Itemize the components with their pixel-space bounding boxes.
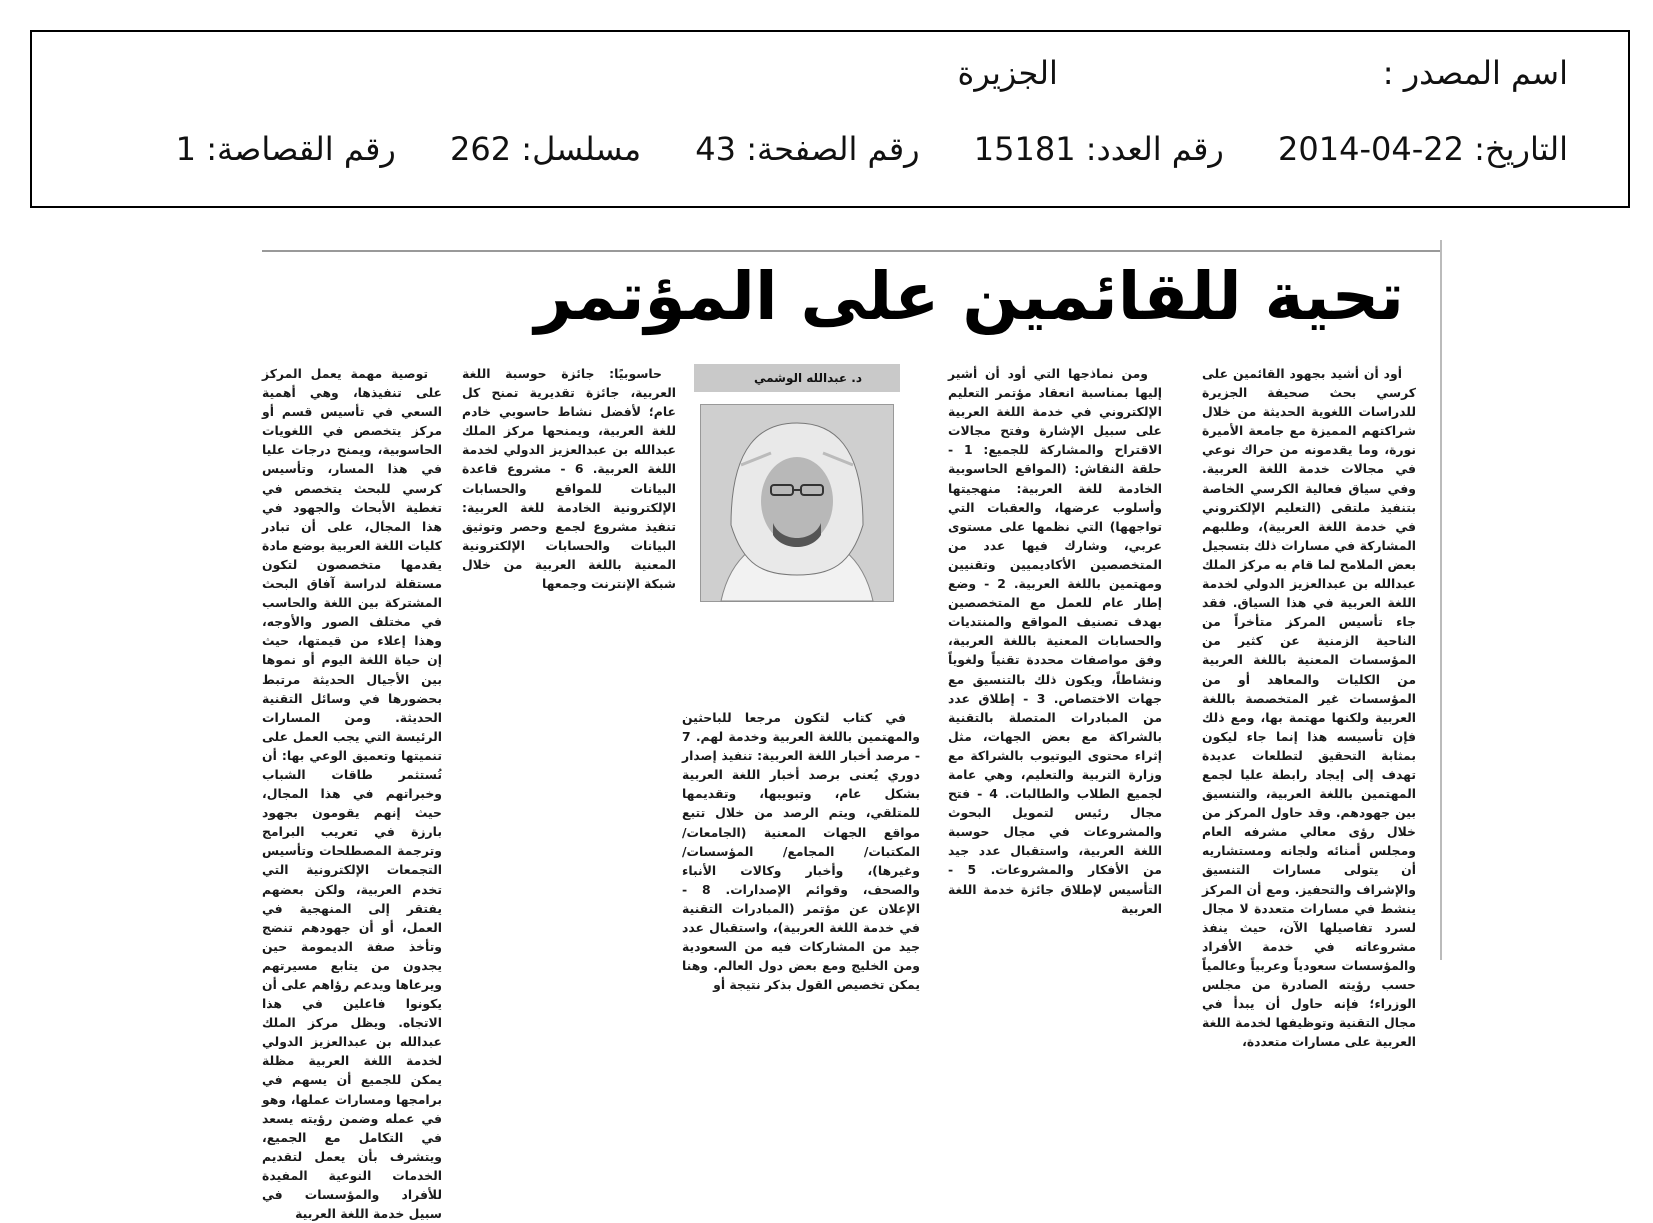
serial-label: مسلسل: bbox=[521, 130, 642, 168]
source-row bbox=[958, 54, 1568, 92]
date-field bbox=[1278, 130, 1568, 168]
column-1-text: أود أن أشيد بجهود القائمين على كرسي بحث صحيفة الجزيرة للدراسات اللغوية الحديثة من خلال شراكتهم المميزة مع جامعة الأميرة نورة، وما يقدمونه من حراك نوعي في مجالات خدمة اللغة العربية. وفي سياق فعالية الكرسي الخاصة بتنفيذ ملتقى (التعليم الإلكتروني في خدمة اللغة العربية)، وطلبهم المشاركة في مسارات ذلك بتسجيل بعض الملامح لما قام به مركز الملك عبدالله بن عبدالعزيز الدولي لخدمة اللغة العربية في هذا السياق. فقد جاء تأسيس المركز متأخراً من الناحية الزمنية عن كثير من المؤسسات المعنية باللغة العربية من الكليات والمعاهد أو من المؤسسات غير المتخصصة باللغة العربية ولكنها مهتمة بها، ومع ذلك فإن تأسيسه هذا إنما جاء ليكون بمثابة التحقيق لتطلعات عديدة تهدف إلى إيجاد رابطة عليا لجمع المهتمين باللغة العربية، والتنسيق بين جهودهم. وقد حاول المركز من خلال رؤى معالي مشرفه العام ومجلس أمنائه ولجانه ومستشاريه أن يتولى مسارات التنسيق والإشراف والتحفيز. ومع أن المركز ينشط في مسارات متعددة لا مجال لسرد تفاصيلها الآن، حيث ينفذ مشروعاته في خدمة الأفراد والمؤسسات سعودياً وعربياً وعالمياً حسب رؤيته الصادرة من مجلس الوزراء؛ فإنه حاول أن يبدأ في مجال التقنية وتوظيفها لخدمة اللغة العربية على مسارات متعددة، bbox=[1202, 366, 1416, 1050]
source-label: اسم المصدر : bbox=[1382, 54, 1568, 92]
date-label: التاريخ: bbox=[1474, 130, 1568, 168]
issue-field bbox=[974, 130, 1224, 168]
source-value: الجزيرة bbox=[957, 54, 1058, 92]
newspaper-article bbox=[262, 240, 1442, 1222]
clipping-header bbox=[30, 30, 1630, 208]
column-3-upper-text: حاسوبيًا: جائزة حوسبة اللغة العربية، جائزة تقديرية تمنح كل عام؛ لأفضل نشاط حاسوبي خادم للغة العربية، ويمنحها مركز الملك عبدالله بن عبدالعزيز الدولي لخدمة اللغة العربية. 6 - مشروع قاعدة البيانات للمواقع والحسابات الإلكترونية الخادمة للغة العربية: تنفيذ مشروع لجمع وحصر وتوثيق البيانات والحسابات الإلكترونية المعنية باللغة العربية من خلال شبكة الإنترنت وجمعها bbox=[462, 366, 676, 592]
issue-label: رقم العدد: bbox=[1085, 130, 1224, 168]
article-headline: تحية للقائمين على المؤتمر bbox=[534, 258, 1404, 335]
column-2-text: ومن نماذجها التي أود أن أشير إليها بمناسبة انعقاد مؤتمر التعليم الإلكتروني في خدمة اللغة العربية على سبيل الإشارة وفتح مجالات الاقتراح والمشاركة للجميع: 1 - حلقة النقاش: (المواقع الحاسوبية الخادمة للغة العربية: منهجيتها وأسلوب عرضها، والعقبات التي تواجهها) التي نظمها على مستوى عربي، وشارك فيها عدد من المتخصصين الأكاديميين وتقنيين ومهتمين باللغة العربية. 2 - وضع إطار عام للعمل مع المتخصصين بهدف تصنيف المواقع والمنتديات والحسابات المعنية باللغة العربية، وفق مواصفات محددة تقنياً ولغوياً ونشاطاً، ويكون ذلك بالتنسيق مع جهات الاختصاص. 3 - إطلاق عدد من المبادرات المتصلة بالتقنية بالشراكة مع بعض الجهات، مثل إثراء محتوى اليوتيوب بالشراكة مع وزارة التربية والتعليم، وهي عامة لجميع الطلاب والطالبات. 4 - فتح مجال رئيس لتمويل البحوث والمشروعات في مجال حوسبة اللغة العربية، واستقبال عدد جيد من الأفكار والمشروعات. 5 - التأسيس لإطلاق جائزة خدمة اللغة العربية bbox=[948, 366, 1162, 916]
serial-field bbox=[450, 130, 641, 168]
issue-value: 15181 bbox=[973, 130, 1076, 168]
date-value: 2014-04-22 bbox=[1278, 130, 1464, 168]
column-3-lower-text: في كتاب لتكون مرجعا للباحثين والمهتمين باللغة العربية وخدمة لهم. 7 - مرصد أخبار اللغة العربية: تنفيذ إصدار دوري يُعنى برصد أخبار اللغة العربية بشكل عام، وتبويبها، وتقديمها للمتلقي، ويتم الرصد من خلال تتبع مواقع الجهات المعنية (الجامعات/ المكتبات/ المجامع/ المؤسسات/ وغيرها)، وأخبار وكالات الأنباء والصحف، وقوائم الإصدارات. 8 - الإعلان عن مؤتمر (المبادرات التقنية في خدمة اللغة العربية)، واستقبال عدد جيد من المشاركات فيه من السعودية ومن الخليج ومع بعض دول العالم. وهنا يمكن تخصيص القول بذكر نتيجة أو bbox=[682, 710, 920, 993]
page-label: رقم الصفحة: bbox=[746, 130, 920, 168]
clip-label: رقم القصاصة: bbox=[206, 130, 396, 168]
article-column-1 bbox=[1202, 364, 1416, 1050]
author-portrait-icon bbox=[701, 405, 893, 601]
author-photo-block bbox=[694, 364, 900, 694]
meta-row bbox=[132, 130, 1568, 168]
author-byline: د. عبدالله الوشمي bbox=[694, 364, 900, 392]
page-field bbox=[695, 130, 919, 168]
article-column-3-upper bbox=[462, 364, 676, 949]
author-photo bbox=[700, 404, 894, 602]
column-4-text: توصية مهمة يعمل المركز على تنفيذها، وهي أهمية السعي في تأسيس قسم أو مركز يتخصص في اللغويات الحاسوبية، ويمنح درجات عليا في هذا المسار، وتأسيس كرسي للبحث يتخصص في تغطية الأبحاث والجهود في هذا المجال، على أن تبادر كليات اللغة العربية بوضع مادة يقدمها متخصصون لتكون مستقلة لدراسة آفاق البحث المشتركة بين اللغة والحاسب في مختلف الصور والأوجه، وهذا إعلاء من قيمتها، حيث إن حياة اللغة اليوم أو نموها بين الأجيال الحديثة مرتبط بحضورها في وسائل التقنية الحديثة. ومن المسارات الرئيسة التي يجب العمل على تنميتها وتعميق الوعي بها: أن تُستثمر طاقات الشباب وخبراتهم في هذا المجال، حيث إنهم يقومون بجهود بارزة في تعريب البرامج وترجمة المصطلحات وتأسيس التجمعات الإلكترونية التي تخدم العربية، ولكن بعضهم يفتقر إلى المنهجية في العمل، أو أن جهودهم تنضج وتأخذ صفة الديمومة حين يجدون من يتابع مسيرتهم ويرعاها ويدعم رؤاهم على أن يكونوا فاعلين في هذا الاتجاه. ويظل مركز الملك عبدالله بن عبدالعزيز الدولي لخدمة اللغة العربية مظلة يمكن للجميع أن يسهم في برامجها ومسارات عملها، وهو في عمله وضمن رؤيته يسعد في التكامل مع الجميع، ويتشرف بأن يعمل لتقديم الخدمات النوعية المفيدة للأفراد والمؤسسات في سبيل خدمة اللغة العربية bbox=[262, 366, 442, 1222]
clip-field bbox=[176, 130, 396, 168]
article-column-3-lower bbox=[682, 708, 920, 993]
serial-value: 262 bbox=[450, 130, 512, 168]
article-column-4 bbox=[262, 364, 442, 1222]
top-divider bbox=[262, 250, 1440, 252]
page-value: 43 bbox=[695, 130, 737, 168]
clip-value: 1 bbox=[175, 130, 197, 168]
article-column-2 bbox=[948, 364, 1162, 949]
